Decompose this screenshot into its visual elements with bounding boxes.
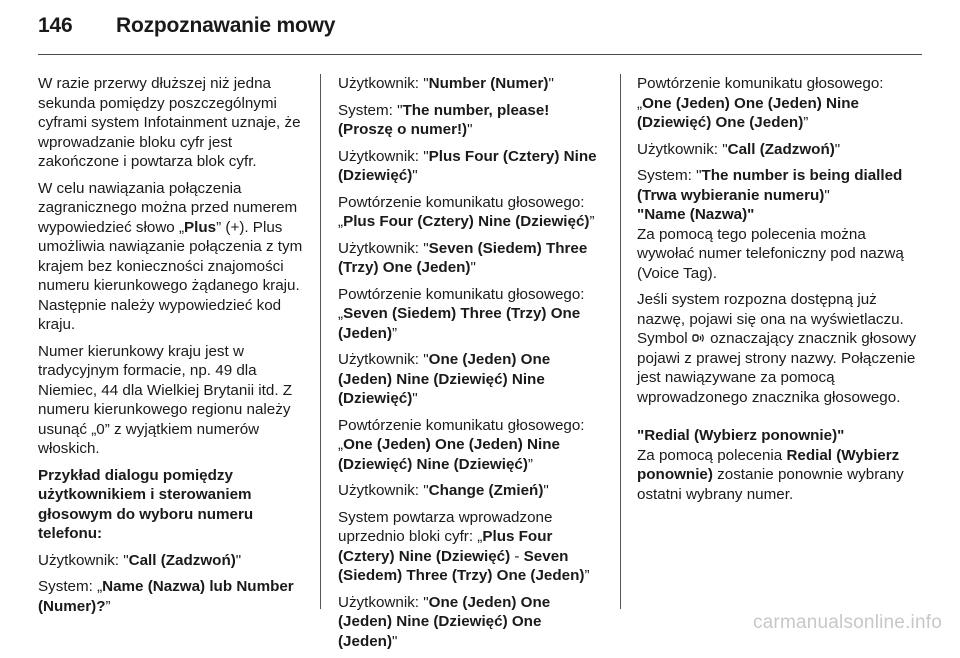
command-text: Seven (Siedem) Three (Trzy) One (Jeden) — [338, 547, 585, 584]
dialog-example-heading — [38, 466, 306, 544]
text-span: System: " — [338, 101, 403, 119]
dialog-system-line — [338, 508, 604, 586]
text-span: " — [412, 390, 418, 407]
column-3 — [637, 74, 922, 511]
text-span: System powtarza wprowadzone uprzednio bloki cyfr: „ — [338, 508, 553, 545]
text-span: " — [467, 121, 473, 138]
text-span: ” — [803, 114, 809, 131]
text-span: ” — [589, 213, 595, 230]
text-span: " — [824, 186, 830, 204]
command-text: Call (Zadzwoń) — [128, 551, 236, 569]
command-text: Redial (Wybierz ponownie) — [637, 446, 900, 483]
dialog-repeat-line — [338, 285, 604, 344]
text-span: Użytkownik: " — [338, 75, 429, 92]
text-span: Użytkownik: " — [38, 551, 129, 569]
text-span: Powtórzenie komunikatu głosowego: „ — [338, 416, 585, 453]
text-span: Jeśli system rozpozna dostępną już nazwę, pojawi się ona na wyświetlaczu. Symbol — [637, 291, 904, 347]
dialog-user-line — [637, 140, 922, 160]
command-text: The number, please! (Proszę o numer!) — [338, 101, 550, 138]
text-span: Użytkownik: " — [338, 239, 429, 257]
dialog-repeat-line — [338, 193, 604, 232]
command-text: Call (Zadzwoń) — [727, 140, 835, 158]
heading-text: "Name (Nazwa)" — [637, 206, 755, 223]
watermark: carmanualsonline.info — [752, 612, 942, 633]
command-text: Name (Nazwa) lub Number (Numer)? — [38, 578, 294, 615]
dialog-user-line — [338, 147, 604, 186]
heading-text: "Redial (Wybierz ponownie)" — [637, 427, 845, 444]
text-span: " — [548, 75, 554, 92]
command-text: One (Jeden) One (Jeden) Nine (Dziewięć) Nine (Dziewięć) — [338, 436, 560, 473]
text-span: ” — [527, 455, 533, 473]
dialog-user-line — [338, 593, 604, 652]
paragraph-pause-info: W razie przerwy dłuższej niż jedna sekunda pomiędzy poszczególnymi cyframi system Infotainment uznaje, że wprowadzanie bloku cyfr jest zakończone i powtarza blok cyfr. — [38, 75, 301, 170]
text-span: Użytkownik: " — [338, 482, 429, 499]
command-text: Seven (Siedem) Three (Trzy) One (Jeden) — [338, 239, 588, 276]
text-span: " — [543, 482, 549, 499]
column-divider-2 — [620, 74, 621, 609]
text-span: - — [510, 547, 524, 565]
command-text: Change (Zmień) — [428, 482, 544, 499]
paragraph-redial-info — [637, 446, 922, 505]
dialog-user-line — [338, 481, 604, 501]
dialog-repeat-line — [637, 74, 922, 133]
column-divider-1 — [320, 74, 321, 609]
dialog-repeat-line — [338, 416, 604, 475]
text-span: " — [235, 551, 242, 569]
text-span: Za pomocą polecenia — [637, 446, 787, 464]
text-span: " — [392, 632, 398, 650]
command-text: One (Jeden) One (Jeden) Nine (Dziewięć) Nine (Dziewięć) — [338, 351, 551, 407]
page-header — [38, 14, 335, 38]
header-rule — [38, 54, 922, 55]
text-span: Powtórzenie komunikatu głosowego: „ — [338, 285, 585, 322]
command-text: The number is being dialled (Trwa wybieranie numeru) — [637, 167, 903, 204]
text-span: zostanie ponownie wybrany ostatni wybrany numer. — [637, 466, 904, 503]
text-span: System: „ — [38, 578, 103, 595]
dialog-system-line — [38, 577, 306, 616]
page-title: Rozpoznawanie mowy — [116, 14, 336, 37]
dialog-user-line — [38, 551, 306, 571]
text-span: " — [412, 167, 418, 184]
text-span: System: " — [637, 167, 702, 184]
page-number: 146 — [38, 14, 73, 37]
text-span: Użytkownik: " — [338, 147, 429, 165]
paragraph-plus-info — [38, 179, 306, 335]
column-1 — [38, 74, 306, 623]
column-2 — [338, 74, 604, 658]
command-text: Seven (Siedem) Three (Trzy) One (Jeden) — [338, 305, 581, 342]
voice-tag-icon — [692, 332, 706, 344]
command-text: One (Jeden) One (Jeden) Nine (Dziewięć) One (Jeden) — [338, 593, 551, 650]
text-span: Użytkownik: " — [338, 593, 429, 611]
dialog-system-line — [637, 166, 922, 205]
text-span: W celu nawiązania połączenia zagranicznego można przed numerem wypowiedzieć słowo „ — [38, 179, 298, 236]
text-span: Użytkownik: " — [637, 140, 728, 158]
text-span: Powtórzenie komunikatu głosowego: „ — [637, 75, 884, 112]
paragraph-voice-tag — [637, 290, 922, 407]
text-span: oznaczający znacznik głosowy pojawi z prawej strony nazwy. Połączenie jest nawiązywane za pomocą wprowadzonego znacznika głosowego. — [637, 330, 917, 406]
text-span: ” (+). Plus umożliwia nawiązanie połączenia z tym krajem bez konieczności znajomości numeru kierunkowego żądanego kraju. Następnie należy wypowiedzieć kod kraju. — [38, 218, 303, 333]
paragraph-name-info: Za pomocą tego polecenia można wywołać numer telefoniczny pod nazwą (Voice Tag). — [637, 225, 904, 282]
text-span: " — [470, 259, 476, 276]
text-span: " — [834, 140, 841, 158]
dialog-system-line — [338, 101, 604, 140]
keyword-plus: Plus — [184, 218, 217, 236]
text-span: ” — [105, 597, 111, 615]
command-text: Plus Four (Cztery) Nine (Dziewięć) — [343, 213, 590, 230]
text-span: Powtórzenie komunikatu głosowego: „ — [338, 193, 585, 230]
command-text: Plus Four (Cztery) Nine (Dziewięć) — [338, 528, 553, 565]
redial-command-heading — [637, 426, 922, 446]
dialog-user-line — [338, 239, 604, 278]
dialog-user-line — [338, 350, 604, 409]
dialog-user-line — [338, 74, 604, 94]
name-command-heading — [637, 205, 922, 225]
text-span: ” — [584, 567, 590, 584]
text-span: Użytkownik: " — [338, 351, 429, 368]
command-text: Plus Four (Cztery) Nine (Dziewięć) — [338, 147, 597, 184]
heading-text: Przykład dialogu pomiędzy użytkownikiem i sterowaniem głosowym do wyboru numeru telefonu: — [38, 466, 254, 542]
text-span: ” — [392, 324, 398, 342]
command-text: Number (Numer) — [428, 75, 549, 92]
command-text: One (Jeden) One (Jeden) Nine (Dziewięć) One (Jeden) — [637, 94, 859, 131]
paragraph-area-code: Numer kierunkowy kraju jest w tradycyjnym formacie, np. 49 dla Niemiec, 44 dla Wielkiej Brytanii itd. Z numeru kierunkowego regionu należy usunąć „0” z wyjątkiem numerów włoskich. — [38, 342, 293, 457]
